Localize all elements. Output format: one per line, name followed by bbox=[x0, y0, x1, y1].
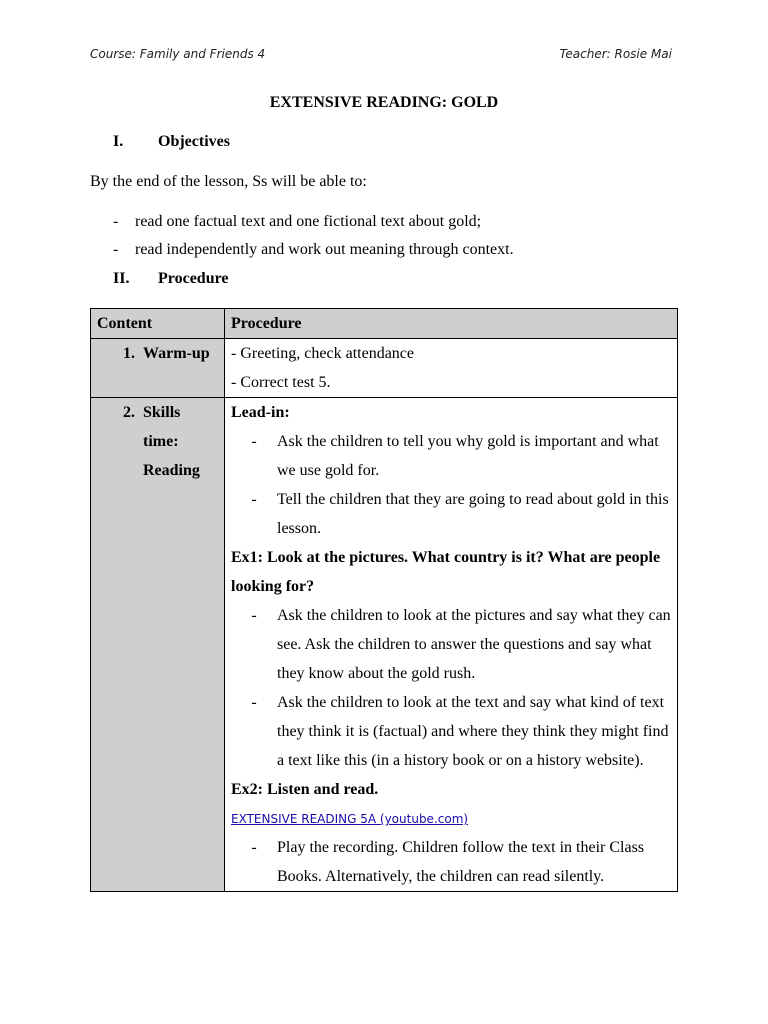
header-teacher: Teacher: Rosie Mai bbox=[559, 47, 672, 61]
objective-text: read independently and work out meaning through context. bbox=[135, 241, 514, 258]
procedure-line: - Correct test 5. bbox=[231, 374, 331, 391]
section-number: I. bbox=[113, 133, 124, 150]
section-label: Objectives bbox=[158, 133, 230, 150]
document-title: EXTENSIVE READING: GOLD bbox=[269, 94, 499, 111]
content-item bbox=[97, 398, 218, 485]
list-item-text: Play the recording. Children follow the text in their Class Books. Alternatively, the children can read silently. bbox=[277, 839, 645, 885]
procedure-cell bbox=[225, 398, 678, 892]
list-item-text: Ask the children to look at the text and say what kind of text they think it is (factual) and where they think they might find a text like this (in a history book or on a history website). bbox=[277, 694, 669, 769]
section-objectives-heading bbox=[113, 133, 230, 151]
content-number: 1. bbox=[123, 345, 135, 362]
bullet-dash: - bbox=[113, 241, 119, 258]
list-item bbox=[231, 601, 671, 688]
content-cell bbox=[91, 398, 225, 892]
content-title bbox=[143, 398, 200, 485]
bullet-dash: - bbox=[251, 491, 257, 508]
column-header-procedure: Procedure bbox=[225, 309, 678, 339]
bullet-dash: - bbox=[113, 213, 119, 230]
content-title: Warm-up bbox=[143, 345, 210, 362]
column-header-content: Content bbox=[91, 309, 225, 339]
content-item bbox=[97, 339, 218, 368]
section-procedure-heading bbox=[113, 270, 229, 288]
list-item bbox=[231, 427, 671, 485]
procedure-line: - Greeting, check attendance bbox=[231, 345, 415, 362]
bullet-dash: - bbox=[251, 433, 257, 450]
section-number: II. bbox=[113, 270, 130, 287]
list-item bbox=[231, 688, 671, 775]
procedure-table bbox=[90, 308, 678, 892]
objective-item bbox=[113, 213, 481, 231]
table-row bbox=[91, 398, 678, 892]
list-item-text: Ask the children to tell you why gold is important and what we use gold for. bbox=[277, 433, 659, 479]
exercise-2-heading: Ex2: Listen and read. bbox=[231, 781, 379, 798]
table-header-row bbox=[91, 309, 678, 339]
content-title-line: time: bbox=[143, 433, 179, 450]
list-item bbox=[231, 485, 671, 543]
procedure-cell bbox=[225, 339, 678, 398]
leadin-heading: Lead-in: bbox=[231, 404, 290, 421]
content-title-line: Skills bbox=[143, 404, 181, 421]
content-title-line: Reading bbox=[143, 462, 200, 479]
objective-item bbox=[113, 241, 514, 259]
bullet-dash: - bbox=[251, 694, 257, 711]
table-row bbox=[91, 339, 678, 398]
bullet-dash: - bbox=[251, 839, 257, 856]
list-item-text: Ask the children to look at the pictures and say what they can see. Ask the children to answer the questions and say what they know about the gold rush. bbox=[277, 607, 671, 682]
bullet-dash: - bbox=[251, 607, 257, 624]
exercise-1-heading: Ex1: Look at the pictures. What country is it? What are people looking for? bbox=[231, 549, 661, 595]
intro-paragraph: By the end of the lesson, Ss will be able to: bbox=[90, 173, 367, 190]
video-link[interactable]: EXTENSIVE READING 5A (youtube.com) bbox=[231, 812, 469, 826]
list-item-text: Tell the children that they are going to read about gold in this lesson. bbox=[277, 491, 669, 537]
header-course: Course: Family and Friends 4 bbox=[90, 47, 266, 61]
section-label: Procedure bbox=[158, 270, 229, 287]
content-number: 2. bbox=[123, 404, 135, 421]
content-cell bbox=[91, 339, 225, 398]
list-item bbox=[231, 833, 671, 891]
objective-text: read one factual text and one fictional text about gold; bbox=[135, 213, 482, 230]
